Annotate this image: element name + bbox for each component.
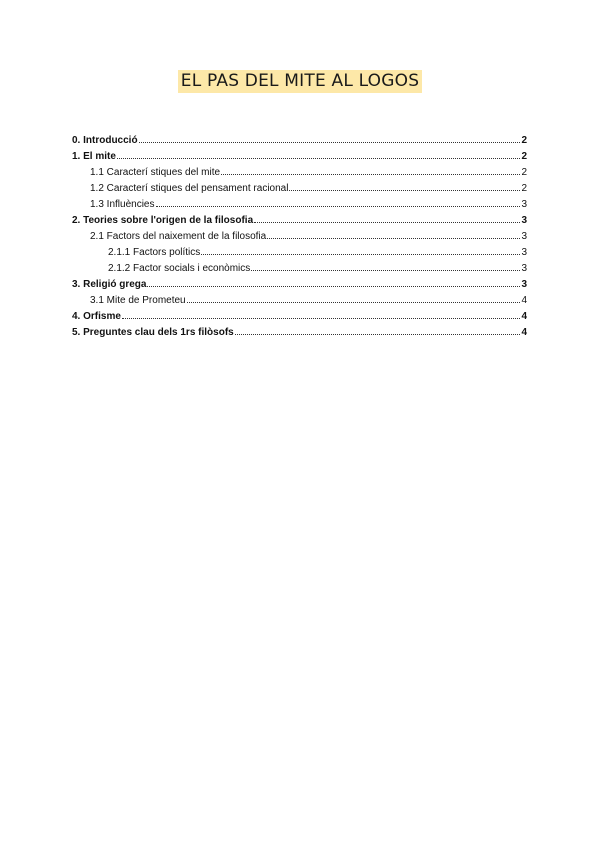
toc-entry-influencies[interactable]	[72, 199, 527, 215]
toc-entry-label: 1.3 Influències	[90, 199, 155, 210]
toc-page-number: 3	[521, 247, 527, 258]
page-title: EL PAS DEL MITE AL LOGOS	[178, 70, 422, 93]
toc-entry-orfisme[interactable]	[72, 311, 527, 327]
toc-entry-caracteristiques-pensament[interactable]	[72, 183, 527, 199]
toc-page-number: 3	[521, 279, 527, 290]
toc-page-number: 4	[521, 327, 527, 338]
toc-entry-caracteristiques-mite[interactable]	[72, 167, 527, 183]
toc-entry-label: 5. Preguntes clau dels 1rs filòsofs	[72, 327, 234, 338]
toc-page-number: 3	[521, 199, 527, 210]
toc-entry-label: 0. Introducció	[72, 135, 138, 146]
toc-entry-label: 2. Teories sobre l'origen de la filosofia	[72, 215, 254, 226]
toc-dot-leader	[147, 285, 520, 287]
toc-entry-label: 3.1 Mite de Prometeu	[90, 295, 186, 306]
toc-page-number: 2	[521, 135, 527, 146]
toc-entry-religio-grega[interactable]	[72, 279, 527, 295]
toc-dot-leader	[289, 189, 520, 191]
toc-entry-mite-prometeu[interactable]	[72, 295, 527, 311]
toc-page-number: 2	[521, 183, 527, 194]
toc-entry-preguntes-clau[interactable]	[72, 327, 527, 343]
toc-page-number: 4	[521, 311, 527, 322]
toc-page-number: 3	[521, 231, 527, 242]
toc-page-number: 3	[521, 263, 527, 274]
toc-entry-factors-naixement[interactable]	[72, 231, 527, 247]
table-of-contents	[72, 135, 527, 343]
toc-dot-leader	[267, 237, 520, 239]
toc-entry-el-mite[interactable]	[72, 151, 527, 167]
toc-dot-leader	[187, 301, 521, 303]
toc-entry-factor-socials[interactable]	[72, 263, 527, 279]
toc-entry-introduccio[interactable]	[72, 135, 527, 151]
toc-page-number: 3	[521, 215, 527, 226]
toc-entry-label: 4. Orfisme	[72, 311, 121, 322]
toc-dot-leader	[156, 205, 521, 207]
toc-entry-label: 2.1 Factors del naixement de la filosofia	[90, 231, 267, 242]
toc-page-number: 2	[521, 167, 527, 178]
toc-dot-leader	[254, 221, 520, 223]
toc-entry-label: 1. El mite	[72, 151, 116, 162]
toc-dot-leader	[201, 253, 520, 255]
toc-dot-leader	[251, 269, 520, 271]
toc-entry-label: 2.1.1 Factors polítics	[108, 247, 201, 258]
toc-entry-label: 1.1 Caracterí stiques del mite	[90, 167, 221, 178]
title-block	[0, 70, 600, 93]
toc-dot-leader	[139, 141, 521, 143]
toc-dot-leader	[122, 317, 521, 319]
toc-dot-leader	[235, 333, 521, 335]
toc-entry-teories-origen[interactable]	[72, 215, 527, 231]
toc-entry-label: 1.2 Caracterí stiques del pensament racional	[90, 183, 289, 194]
toc-entry-label: 2.1.2 Factor socials i econòmics	[108, 263, 251, 274]
toc-dot-leader	[117, 157, 521, 159]
toc-page-number: 4	[521, 295, 527, 306]
toc-dot-leader	[221, 173, 520, 175]
toc-entry-factors-politics[interactable]	[72, 247, 527, 263]
toc-page-number: 2	[521, 151, 527, 162]
toc-entry-label: 3. Religió grega	[72, 279, 147, 290]
